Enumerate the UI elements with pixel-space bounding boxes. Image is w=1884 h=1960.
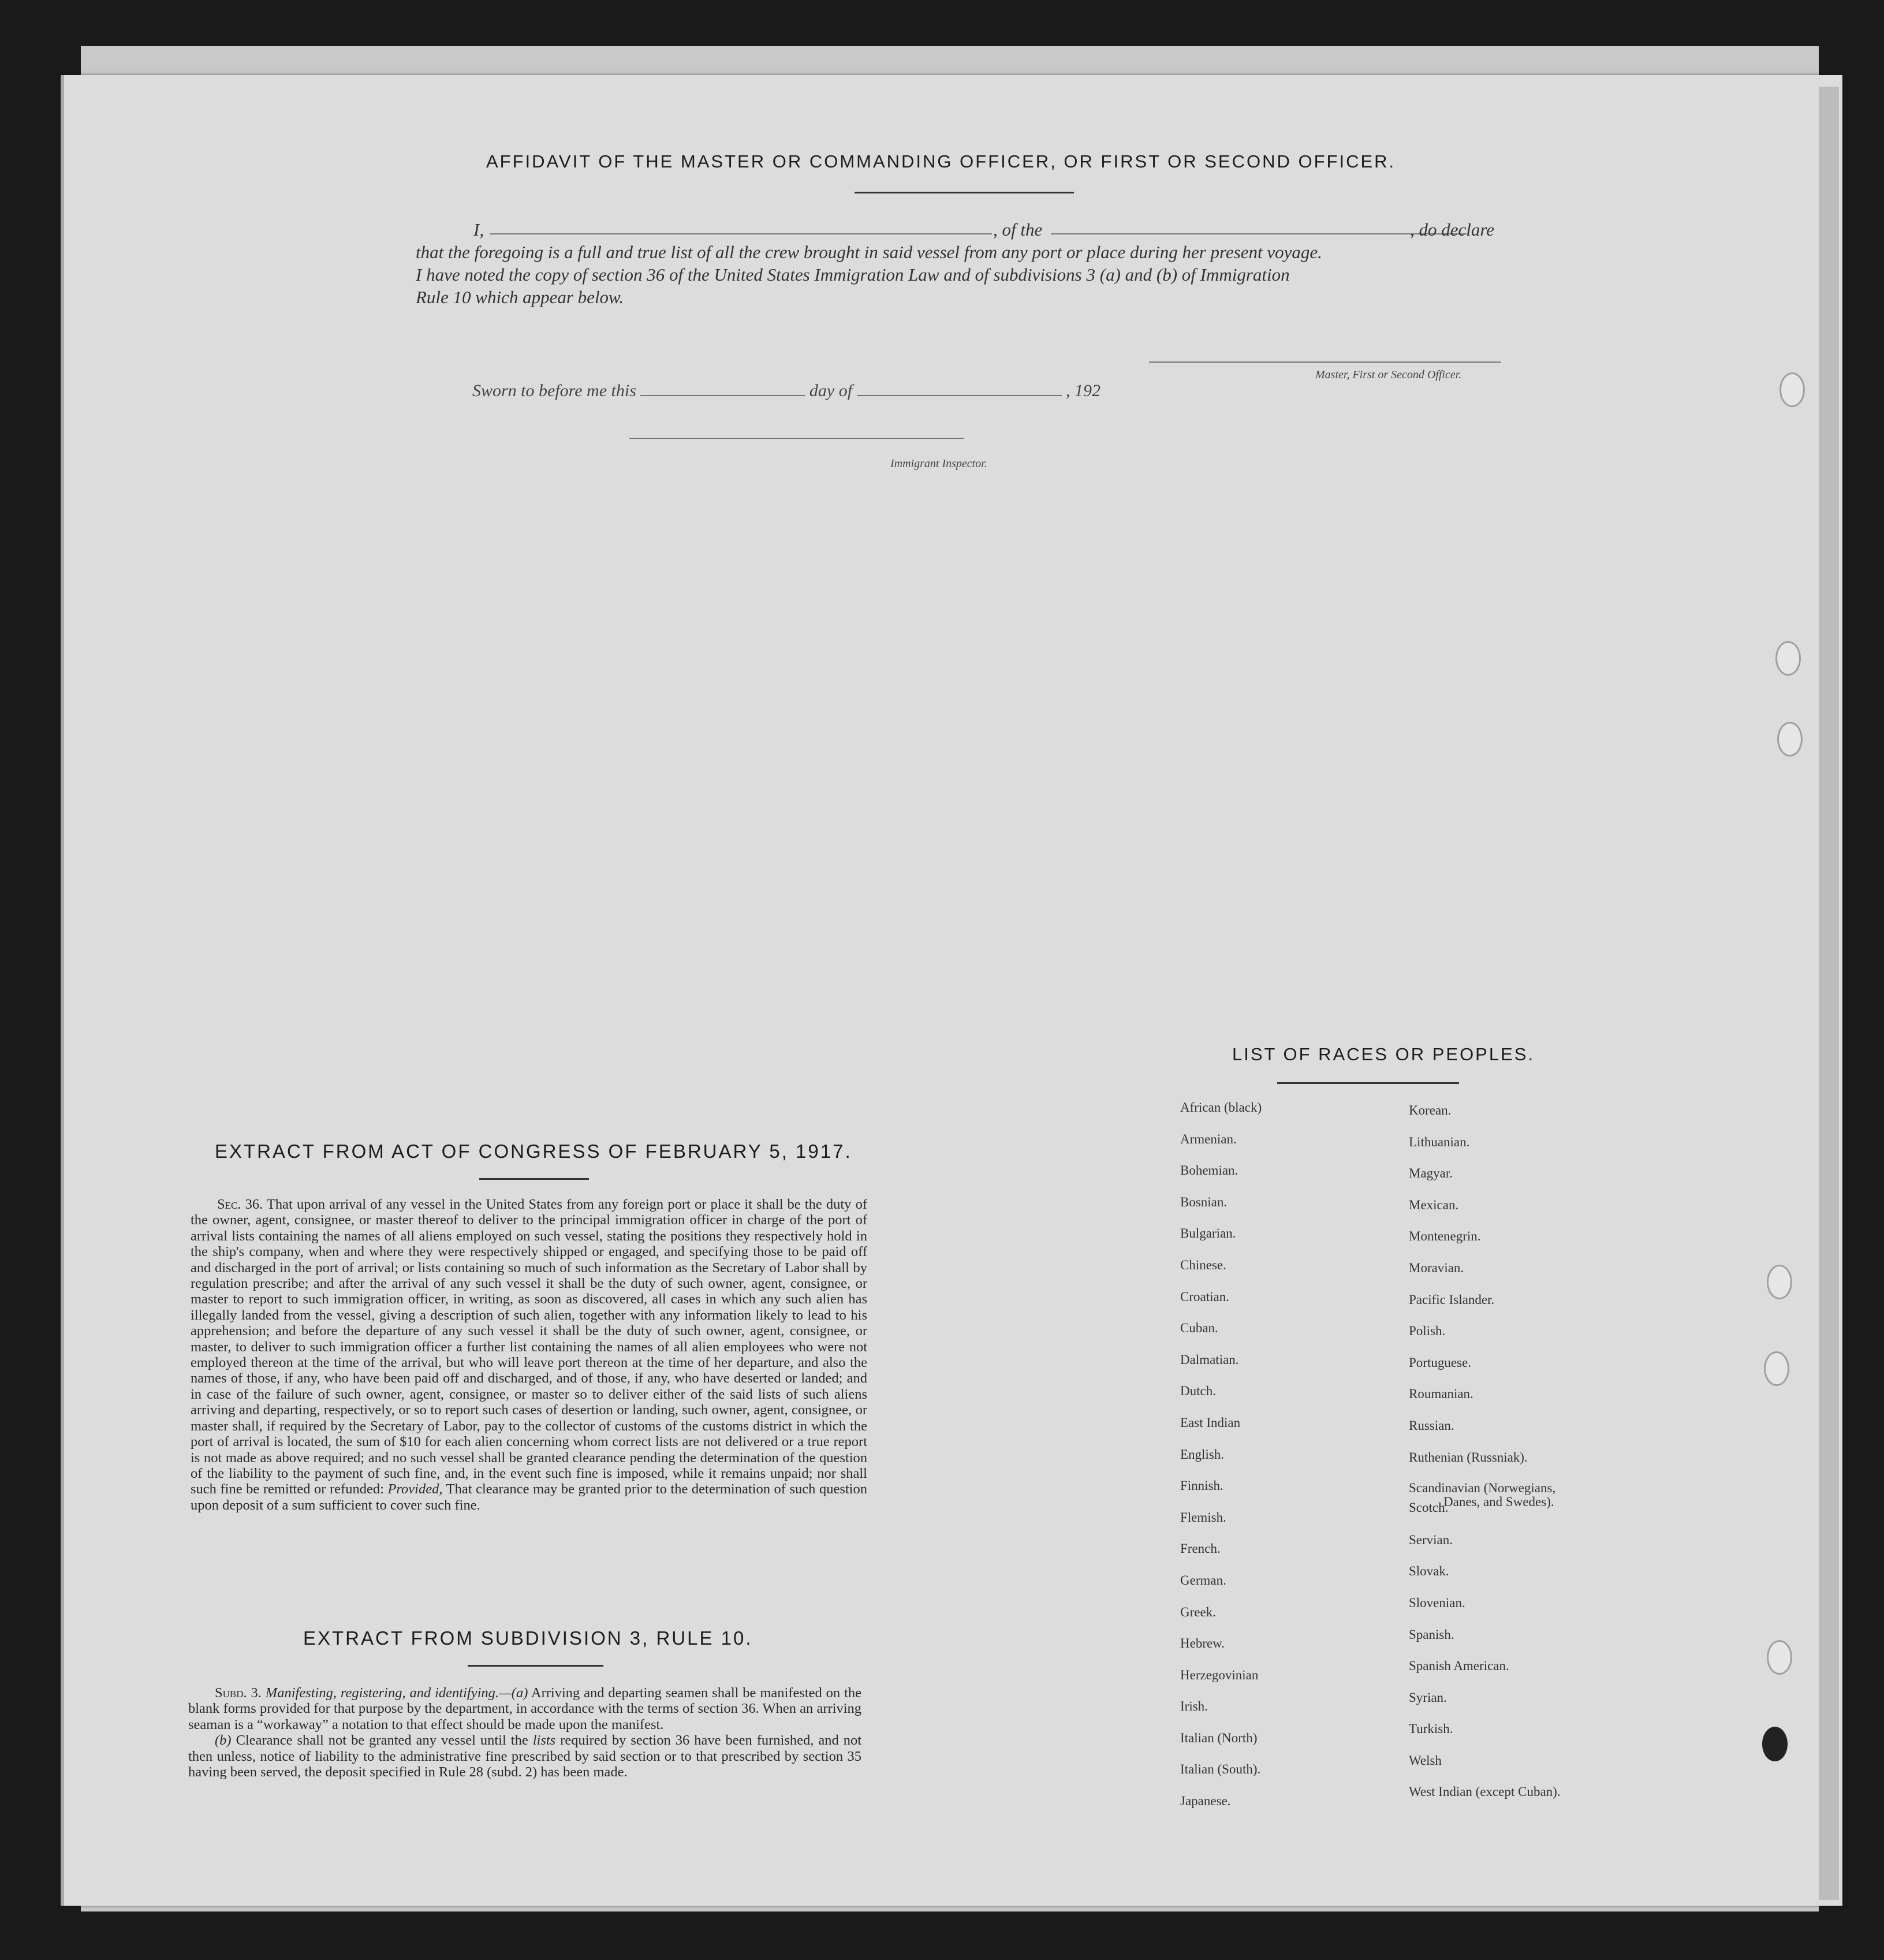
subdivision-a	[188, 1685, 861, 1732]
para-b-marker: (b)	[215, 1732, 232, 1749]
affidavit-declare: , do declare	[1410, 219, 1495, 240]
race-item: Japanese.	[1180, 1794, 1231, 1809]
race-item: Pacific Islander.	[1409, 1292, 1495, 1307]
race-item: Slovak.	[1409, 1564, 1449, 1579]
race-item: Italian (North)	[1180, 1730, 1258, 1745]
heading-rule	[855, 192, 1074, 193]
race-item: Herzegovinian	[1180, 1667, 1259, 1682]
race-item: French.	[1180, 1541, 1221, 1556]
race-item: African (black)	[1180, 1100, 1262, 1115]
race-item: Mexican.	[1409, 1197, 1459, 1212]
race-item: Turkish.	[1409, 1721, 1453, 1737]
rule-heading: EXTRACT FROM SUBDIVISION 3, RULE 10.	[303, 1627, 753, 1649]
race-item: Croatian.	[1180, 1289, 1229, 1304]
binder-hole	[1779, 372, 1805, 407]
race-item: Welsh	[1409, 1753, 1442, 1768]
vessel-field[interactable]	[1051, 218, 1467, 234]
race-item: Finnish.	[1180, 1478, 1223, 1493]
sworn-month-field[interactable]	[857, 380, 1062, 396]
race-item: Russian.	[1409, 1418, 1454, 1433]
race-item: Ruthenian (Russniak).	[1409, 1449, 1528, 1465]
race-item: German.	[1180, 1573, 1226, 1588]
race-item: Portuguese.	[1409, 1355, 1471, 1370]
race-item: West Indian (except Cuban).	[1409, 1784, 1561, 1799]
race-item: Lithuanian.	[1409, 1134, 1470, 1149]
race-item: Polish.	[1409, 1324, 1446, 1339]
sworn-day-of: day of	[809, 381, 853, 400]
race-item: Dutch.	[1180, 1384, 1216, 1399]
races-heading: LIST OF RACES OR PEOPLES.	[1232, 1044, 1535, 1064]
race-item: Irish.	[1180, 1699, 1208, 1714]
race-item: Moravian.	[1409, 1260, 1464, 1275]
sworn-label: Sworn to before me this	[472, 381, 636, 400]
sworn-line	[472, 380, 1100, 401]
subdivision-b	[188, 1732, 861, 1780]
race-item: Italian (South).	[1180, 1762, 1261, 1777]
para-b-lists: lists	[532, 1732, 556, 1749]
race-item: Servian.	[1409, 1532, 1453, 1547]
affidavit-i: I,	[473, 219, 484, 240]
race-item: English.	[1180, 1447, 1225, 1462]
section-label: Sec. 36.	[217, 1197, 263, 1212]
race-item: Spanish American.	[1409, 1659, 1509, 1674]
section-36-paragraph	[191, 1197, 867, 1513]
affidavit-line-1	[416, 218, 1513, 241]
race-item: Flemish.	[1180, 1510, 1226, 1525]
race-item: Chinese.	[1180, 1257, 1226, 1272]
sworn-year: , 192	[1066, 381, 1101, 400]
inspector-caption: Immigrant Inspector.	[890, 457, 987, 470]
race-item: Slovenian.	[1409, 1595, 1465, 1610]
section-36-end: That clearance may be granted prior to the determination of such question upon deposit of a sum sufficient to cover such fine.	[191, 1481, 867, 1513]
affidavit-line-3: I have noted the copy of section 36 of the United States Immigration Law and of subdivisions 3 (a) and (b) of Immigration	[416, 264, 1290, 285]
section-36-text	[191, 1197, 867, 1513]
race-item: Scotch.	[1409, 1500, 1449, 1515]
para-b-start: Clearance shall not be granted any vessel until the	[236, 1732, 528, 1749]
races-left-column	[1180, 1100, 1262, 1825]
race-item: Montenegrin.	[1409, 1229, 1481, 1244]
race-item: Armenian.	[1180, 1131, 1237, 1146]
race-item: Spanish.	[1409, 1627, 1454, 1642]
race-item: Hebrew.	[1180, 1636, 1225, 1651]
race-item: Roumanian.	[1409, 1387, 1473, 1402]
para-a-marker: —(a)	[499, 1685, 528, 1701]
race-item: Korean.	[1409, 1103, 1452, 1117]
inspector-signature-line[interactable]	[629, 438, 964, 439]
races-heading-rule	[1277, 1082, 1459, 1084]
race-item: East Indian	[1180, 1415, 1241, 1430]
rule-heading-rule	[468, 1665, 603, 1667]
rule-10-text	[188, 1685, 861, 1780]
affidavit-heading: AFFIDAVIT OF THE MASTER OR COMMANDING OFFICER, OR FIRST OR SECOND OFFICER.	[486, 151, 1396, 172]
para-b-end: required by section 36 have been furnished, and not then unless, notice of liability to the administrative fine prescribed by said section or to that prescribed by section 35 having been served, the deposit specified in Rule 28 (subd. 2) has been made.	[188, 1732, 862, 1780]
act-heading: EXTRACT FROM ACT OF CONGRESS OF FEBRUARY 5, 1917.	[215, 1141, 852, 1162]
subd-title: Manifesting, registering, and identifying.	[265, 1685, 499, 1701]
affidavit-of-the: , of the	[993, 219, 1043, 240]
binder-hole	[1775, 641, 1801, 676]
affidavit-body	[416, 218, 1513, 308]
page-edge	[1819, 87, 1839, 1900]
race-item: Cuban.	[1180, 1321, 1218, 1336]
binder-hole	[1764, 1351, 1789, 1386]
officer-signature-line[interactable]	[1149, 362, 1501, 363]
name-field[interactable]	[490, 218, 992, 234]
race-item: Greek.	[1180, 1604, 1216, 1619]
race-item: Dalmatian.	[1180, 1352, 1239, 1367]
race-item: Bulgarian.	[1180, 1226, 1236, 1241]
sworn-day-field[interactable]	[640, 380, 805, 396]
officer-caption: Master, First or Second Officer.	[1315, 368, 1462, 381]
provided-word: Provided,	[387, 1481, 443, 1497]
binder-hole	[1767, 1640, 1792, 1675]
race-item: Bosnian.	[1180, 1194, 1228, 1209]
race-item: Magyar.	[1409, 1166, 1453, 1181]
affidavit-line-2: that the foregoing is a full and true list of all the crew brought in said vessel from any port or place during her present voyage.	[416, 242, 1322, 262]
race-item-continuation: Danes, and Swedes).	[1443, 1495, 1554, 1510]
races-right-column	[1409, 1103, 1561, 1816]
binder-hole	[1767, 1265, 1792, 1299]
race-item: Bohemian.	[1180, 1163, 1238, 1178]
section-36-body: That upon arrival of any vessel in the United States from any foreign port or place it shall be the duty of the owner, agent, consignee, or master thereof to deliver to the principal immigration officer in charge of the port of arrival lists containing the names of all aliens employed on such vessel, stating the positions they respectively hold in the ship's company, when and where they were respectively shipped or engaged, and specifying those to be paid off and discharged in the port of arrival; or lists containing so much of such information as the Secretary of Labor shall by regulation prescribe; and after the arrival of any such vessel it shall be the duty of such owner, agent, consignee, or master to report to such immigration officer, in writing, as soon as discovered, all cases in which any such alien has illegally landed from the vessel, giving a description of such alien, together with any information likely to lead to his apprehension; and before the departure of any such vessel it shall be the duty of such owner, agent, consignee, or master, to deliver to such immigration officer a further list containing the names of all alien employees who were not employed thereon at the time of the arrival, but who will leave port thereon at the time of her departure, and also the names of those, if any, who have been paid off and discharged, and of those, if any, who have deserted or landed; and in case of the failure of such owner, agent, consignee, or master so to deliver either of the said lists of such aliens arriving and departing, respectively, or so to report such cases of desertion or landing, such owner, agent, consignee, or master shall, if required by the Secretary of Labor, pay to the collector of customs of the customs district in which the port of arrival is located, the sum of $10 for each alien concerning whom correct lists are not delivered or a true report is not made as above required; and no such vessel shall be granted clearance pending the determination of the question of the liability to the payment of such fine, and, in the event such fine is imposed, while it remains unpaid; nor shall such fine be remitted or refunded:	[191, 1197, 867, 1497]
affidavit-line-4: Rule 10 which appear below.	[416, 287, 624, 307]
race-item: Syrian.	[1409, 1690, 1447, 1705]
race-item: Scandinavian (Norwegians,	[1409, 1481, 1556, 1496]
binder-hole	[1777, 722, 1803, 757]
act-heading-rule	[479, 1178, 589, 1180]
para-a-text: Arriving and departing seamen shall be manifested on the blank forms provided for that purpose by the department, in accordance with the terms of section 36. When an arriving seaman is a “workaway” a notation to that effect should be made upon the manifest.	[188, 1685, 861, 1732]
subd-label: Subd. 3.	[215, 1685, 262, 1701]
binder-hole	[1762, 1727, 1788, 1761]
